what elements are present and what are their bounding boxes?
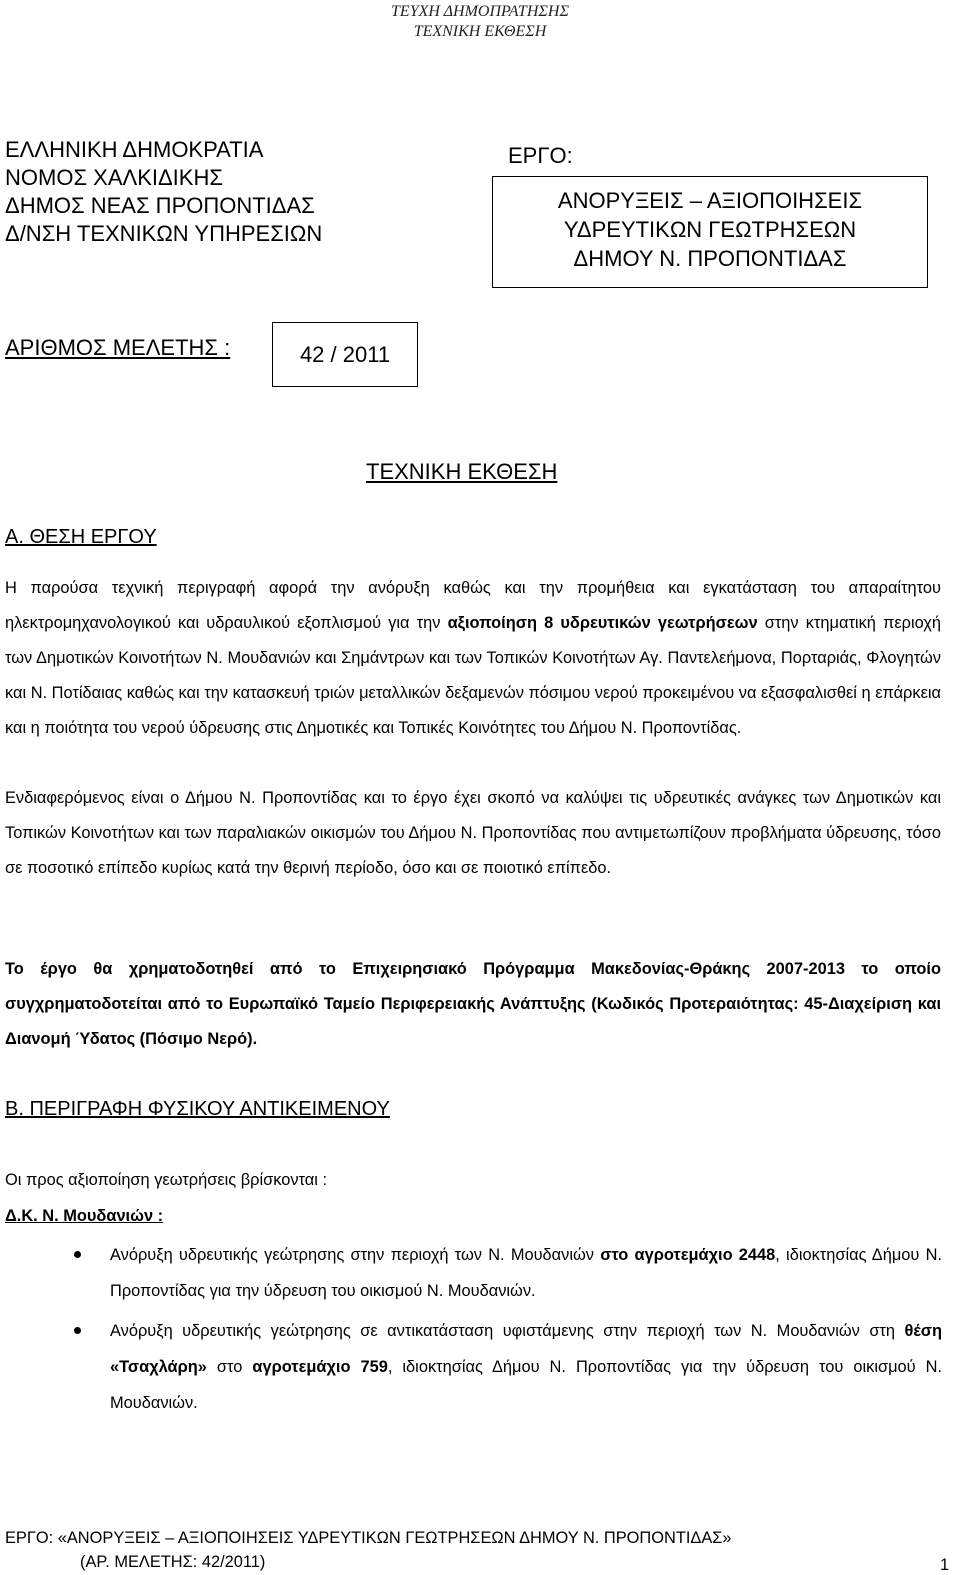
text-run: , ιδιοκτησίας Δήμου Ν. Προποντίδας για την ύδρευση του οικισμού Ν. Μουδανιών. (110, 1358, 942, 1412)
project-line: ΔΗΜΟΥ Ν. ΠΡΟΠΟΝΤΙΔΑΣ (573, 246, 847, 271)
text-run: στο (206, 1358, 253, 1376)
bullet-icon (74, 1327, 81, 1334)
text-run-bold: αξιοποίηση 8 υδρευτικών γεωτρήσεων (447, 614, 758, 632)
authority-block (5, 136, 322, 248)
footer-study-number: (ΑΡ. ΜΕΛΕΤΗΣ: 42/2011) (80, 1553, 266, 1571)
bullet-icon (74, 1251, 81, 1258)
text-run-bold: στο αγροτεμάχιο 2448 (600, 1246, 776, 1264)
study-number-label: ΑΡΙΘΜΟΣ ΜΕΛΕΤΗΣ : (5, 335, 231, 360)
list-item (110, 1313, 942, 1421)
text-run: Ανόρυξη υδρευτικής γεώτρησης στην περιοχή των Ν. Μουδανιών (110, 1246, 601, 1264)
section-a-heading: Α. ΘΕΣΗ ΕΡΓΟΥ (5, 526, 157, 548)
text-run: Η παρούσα τεχνική περιγραφή αφορά την ανόρυξη καθώς και την προμήθεια και εγκατάσταση του απαραίτητου ηλεκτρομηχανολογικού και υδραυλικού εξοπλισμού για την (5, 579, 941, 632)
funding-paragraph: Το έργο θα χρηματοδοτηθεί από το Επιχειρησιακό Πρόγραμμα Μακεδονίας-Θράκης 2007-2013 το οποίο συγχρηματοδοτείται από το Ευρωπαϊκό Ταμείο Περιφερειακής Ανάπτυξης (Κωδικός Προτεραιότητας: 45-Διαχείριση και Διανομή Ύδατος (Πόσιμο Νερό). (5, 960, 941, 1048)
text-run: , ιδιοκτησίας Δήμου Ν. Προποντίδας για την ύδρευση του οικισμού Ν. Μουδανιών. (110, 1246, 942, 1300)
footer-project: ΕΡΓΟ: «ΑΝΟΡΥΞΕΙΣ – ΑΞΙΟΠΟΙΗΣΕΙΣ ΥΔΡΕΥΤΙΚΩΝ ΓΕΩΤΡΗΣΕΩΝ ΔΗΜΟΥ Ν. ΠΡΟΠΟΝΤΙΔΑΣ» (5, 1529, 732, 1547)
authority-line: ΔΗΜΟΣ ΝΕΑΣ ΠΡΟΠΟΝΤΙΔΑΣ (5, 193, 315, 218)
text-run-bold: αγροτεμάχιο 759 (252, 1358, 388, 1376)
page-number: 1 (940, 1556, 950, 1574)
running-header-line2: ΤΕΧΝΙΚΗ ΕΚΘΕΣΗ (413, 23, 547, 40)
study-number-box: 42 / 2011 (272, 322, 418, 387)
authority-line: ΝΟΜΟΣ ΧΑΛΚΙΔΙΚΗΣ (5, 165, 223, 190)
section-a-paragraph-1 (5, 571, 941, 746)
project-label: ΕΡΓΟ: (508, 143, 573, 168)
project-line: ΑΝΟΡΥΞΕΙΣ – ΑΞΙΟΠΟΙΗΣΕΙΣ (557, 188, 863, 213)
project-line: ΥΔΡΕΥΤΙΚΩΝ ΓΕΩΤΡΗΣΕΩΝ (563, 217, 857, 242)
project-box (492, 176, 928, 288)
text-run: Ανόρυξη υδρευτικής γεώτρησης σε αντικατάσταση υφιστάμενης στην περιοχή των Ν. Μουδανιών στη (110, 1322, 905, 1340)
text-run-bold: θέση «Τσαχλάρη» (110, 1322, 942, 1376)
authority-line: ΕΛΛΗΝΙΚΗ ΔΗΜΟΚΡΑΤΙΑ (5, 137, 264, 162)
document-title: ΤΕΧΝΙΚΗ ΕΚΘΕΣΗ (366, 459, 558, 484)
section-b-heading: Β. ΠΕΡΙΓΡΑΦΗ ΦΥΣΙΚΟΥ ΑΝΤΙΚΕΙΜΕΝΟΥ (5, 1098, 390, 1120)
text-run: στην κτηματική περιοχή των Δημοτικών Κοινοτήτων Ν. Μουδανιών και Σημάντρων και των Τοπικών Κοινοτήτων Αγ. Παντελεήμονα, Πορταριάς, Φλογητών και Ν. Ποτίδαιας καθώς και την κατασκευή τριών μεταλλικών δεξαμενών πόσιμου νερού προκειμένου να εξασφαλισθεί η επάρκεια και η ποιότητα του νερού ύδρευσης στις Δημοτικές και Τοπικές Κοινότητες του Δήμου Ν. Προποντίδας. (5, 614, 941, 737)
section-a-paragraph-2: Ενδιαφερόμενος είναι ο Δήμου Ν. Προποντίδας και το έργο έχει σκοπό να καλύψει τις υδρευτικές ανάγκες των Δημοτικών και Τοπικών Κοινοτήτων και των παραλιακών οικισμών του Δήμου Ν. Προποντίδας που αντιμετωπίζουν προβλήματα ύδρευσης, τόσο σε ποσοτικό επίπεδο κυρίως κατά την θερινή περίοδο, όσο και σε ποιοτικό επίπεδο. (5, 789, 941, 877)
list-item (110, 1237, 942, 1309)
section-b-intro: Οι προς αξιοποίηση γεωτρήσεις βρίσκονται : (5, 1171, 328, 1189)
authority-line: Δ/ΝΣΗ ΤΕΧΝΙΚΩΝ ΥΠΗΡΕΣΙΩΝ (5, 221, 323, 246)
section-b-subheading: Δ.Κ. Ν. Μουδανιών : (5, 1207, 164, 1225)
running-header-line1: ΤΕΥΧΗ ΔΗΜΟΠΡΑΤΗΣΗΣ (391, 3, 569, 20)
